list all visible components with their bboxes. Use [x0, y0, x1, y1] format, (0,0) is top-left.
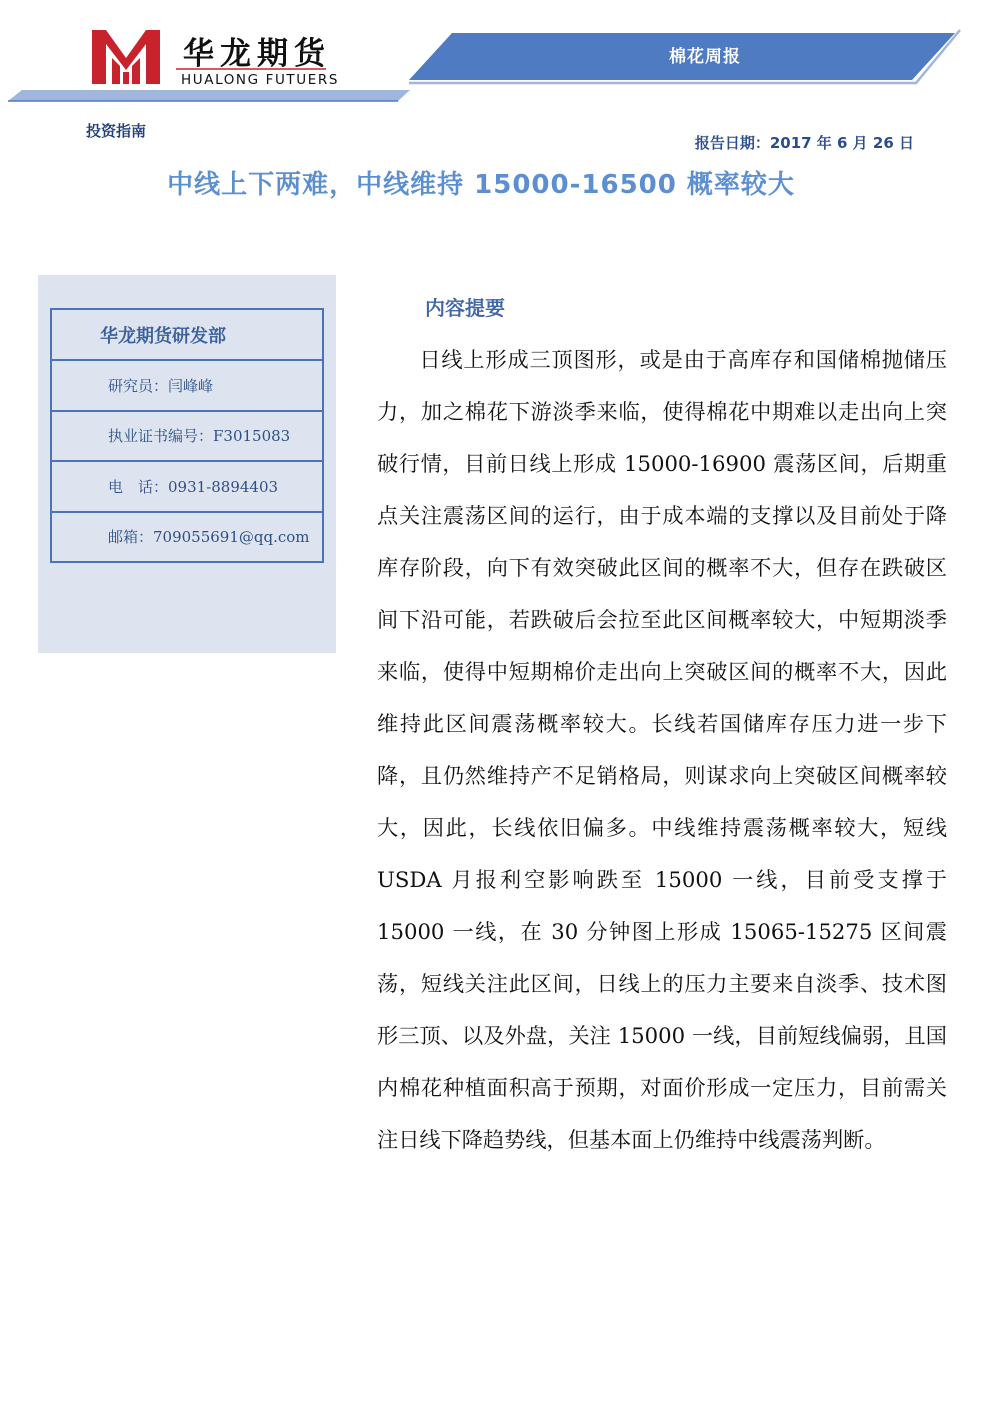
company-name-cn: 华龙期货 [183, 36, 331, 72]
department-name: 华龙期货研发部 [100, 325, 226, 347]
summary-body: 日线上形成三顶图形，或是由于高库存和国储棉抛储压力，加之棉花下游淡季来临，使得棉花中期难以走出向上突破行情，目前日线上形成 15000-16900 震荡区间，后期重点关注震荡区间的运行，由于成本端的支撑以及目前处于降库存阶段，向下有效突破此区间的概率不大，但存在跌破区间下沿可能，若跌破后会拉至此区间概率较大，中短期淡季来临，使得中短期棉价走出向上突破区间的概率不大，因此维持此区间震荡概率较大。长线若国储库存压力进一步下降，且仍然维持产不足销格局，则谋求向上突破区间概率较大，因此，长线依旧偏多。中线维持震荡概率较大，短线 USDA 月报利空影响跌至 15000 一线，目前受支撑于 15000 一线，在 30 分钟图上形成 15065-15275 区间震荡，短线关注此区间，日线上的压力主要来自淡季、技术图形三顶、以及外盘，关注 15000 一线，目前短线偏弱，且国内棉花种植面积高于预期，对面价形成一定压力，目前需关注日线下降趋势线，但基本面上仍维持中线震荡判断。 [377, 347, 947, 1152]
license-number: 执业证书编号：F3015083 [52, 410, 322, 461]
company-logo-icon [92, 30, 160, 84]
report-type-label: 棉花周报 [669, 47, 741, 67]
header-graphic [0, 0, 992, 110]
report-title: 中线上下两难，中线维持 15000-16500 概率较大 [167, 170, 795, 200]
guide-label: 投资指南 [86, 122, 147, 140]
summary-heading: 内容提要 [425, 296, 505, 320]
phone-number: 电 话：0931-8894403 [52, 460, 322, 511]
report-date: 报告日期：2017 年 6 月 26 日 [694, 134, 914, 152]
header-underline-bar [8, 90, 410, 101]
company-name-en: HUALONG FUTUERS [181, 72, 340, 88]
email-address: 邮箱：709055691@qq.com [52, 511, 322, 562]
researcher-name: 研究员：闫峰峰 [52, 359, 322, 410]
contact-box [50, 308, 324, 563]
